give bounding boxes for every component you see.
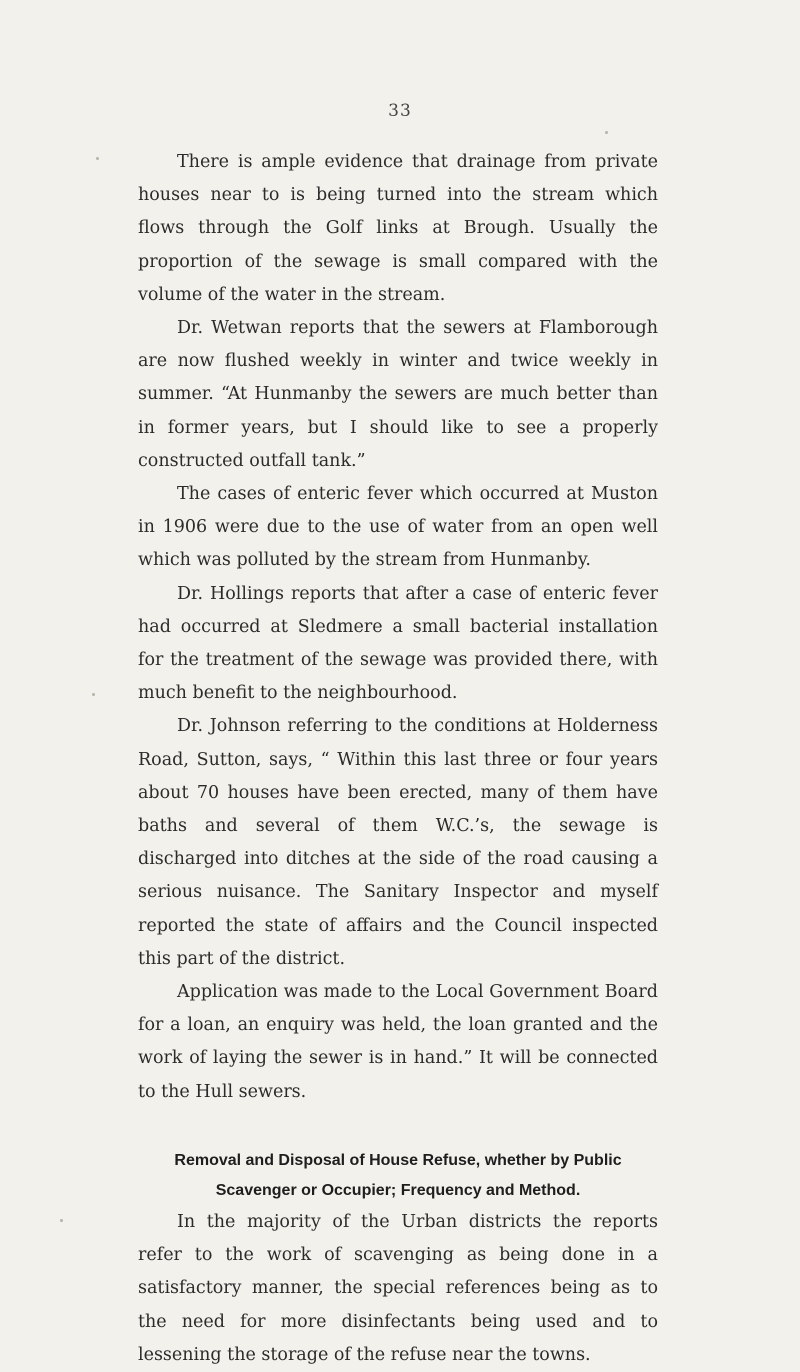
paper-speck bbox=[60, 1219, 63, 1222]
paragraph-scavenging: In the majority of the Urban districts the reports refer to the work of scavenging as being done in a satisfactory manner, the special references being as to the need for more disinfectants being used and to lessening the storage of the refuse near the towns. bbox=[138, 1211, 658, 1365]
paper-speck bbox=[605, 131, 608, 134]
paragraph-loan-application: Application was made to the Local Government Board for a loan, an enquiry was held, the loan granted and the work of laying the sewer is in hand.” It will be connected to the Hull sewers. bbox=[138, 982, 658, 1102]
paragraph-sledmere-installation: Dr. Hollings reports that after a case of enteric fever had occurred at Sledmere a small bacterial installation for the treatment of the sewage was provided there, with much benefit to the neighbourhood. bbox=[138, 583, 658, 704]
paragraph-brough-drainage: There is ample evidence that drainage from private houses near to is being turned into the stream which flows through the Golf links at Brough. Usually the proportion of the sewage is small compared with the volume of the water in the stream. bbox=[138, 152, 658, 305]
section-heading-line-2: Scavenger or Occupier; Frequency and Method. bbox=[215, 1181, 581, 1199]
section-heading bbox=[138, 1146, 658, 1206]
section-heading-line-1: Removal and Disposal of House Refuse, whether by Public bbox=[174, 1151, 622, 1169]
paragraph-muston-enteric: The cases of enteric fever which occurred at Muston in 1906 were due to the use of water from an open well which was polluted by the stream from Hunmanby. bbox=[138, 484, 658, 571]
paragraph-flamborough-sewers: Dr. Wetwan reports that the sewers at Flamborough are now flushed weekly in winter and twice weekly in summer. “At Hunmanby the sewers are much better than in former years, but I should like to see a properly constructed outfall tank.” bbox=[138, 318, 658, 471]
paragraph-holderness-road: Dr. Johnson referring to the conditions at Holderness Road, Sutton, says, “ Within this last three or four years about 70 houses have been erected, many of them have baths and several of them W.C.’s, the sewage is discharged into ditches at the side of the road causing a serious nuisance. The Sanitary Inspector and myself reported the state of affairs and the Council inspected this part of the district. bbox=[138, 716, 658, 969]
body-text bbox=[138, 146, 658, 1372]
page-number: 33 bbox=[388, 101, 412, 121]
paper-speck bbox=[96, 157, 99, 160]
paper-speck bbox=[92, 693, 95, 696]
